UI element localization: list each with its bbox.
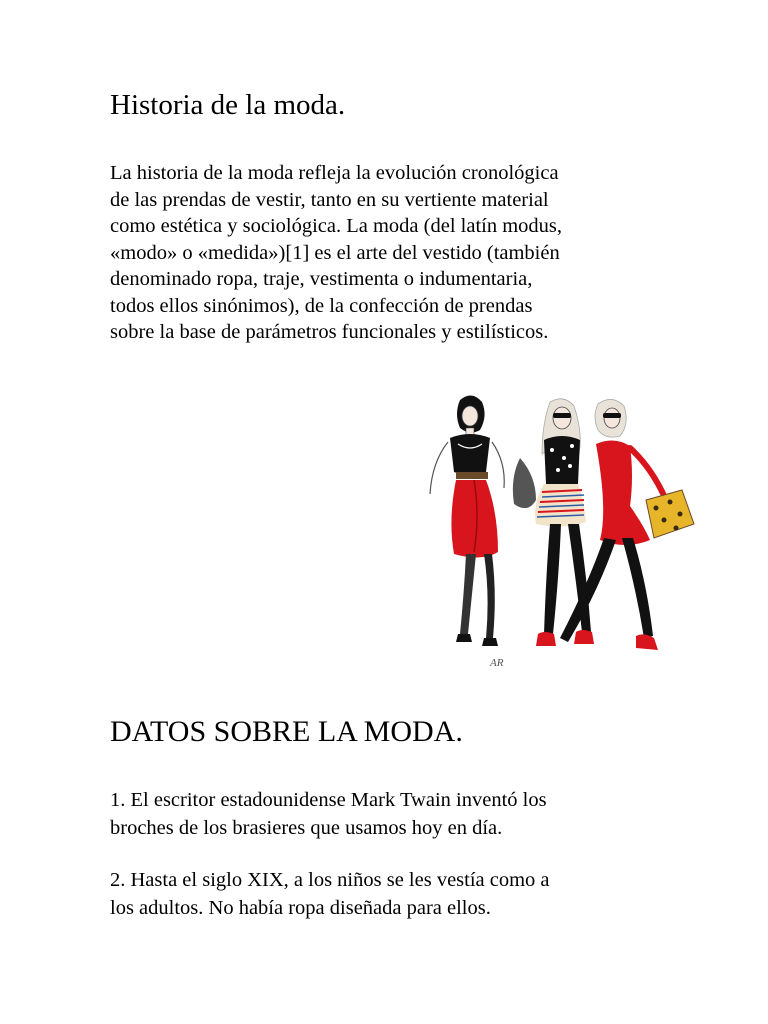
intro-line: como estética y sociológica. La moda (del latín modus, (110, 215, 563, 237)
fact-line: 1. El escritor estadounidense Mark Twain inventó los (110, 789, 547, 811)
page-title: Historia de la moda. (110, 89, 346, 121)
intro-line: «modo» o «medida»)[1] es el arte del vestido (también (110, 241, 560, 264)
intro-paragraph (110, 160, 670, 346)
fashion-illustration (400, 388, 712, 684)
artist-signature: AR (490, 657, 504, 669)
intro-line: sobre la base de parámetros funcionales y estilísticos. (110, 321, 549, 343)
intro-line: La historia de la moda refleja la evolución cronológica (110, 162, 559, 184)
section-title: DATOS SOBRE LA MODA. (110, 715, 463, 748)
intro-line: de las prendas de vestir, tanto en su vertiente material (110, 188, 549, 211)
intro-line: todos ellos sinónimos), de la confección de prendas (110, 294, 533, 317)
fact-line: los adultos. No había ropa diseñada para ellos. (110, 897, 491, 919)
fact-item (110, 786, 547, 842)
figure-red-skirt (430, 395, 504, 646)
fact-item (110, 866, 550, 922)
fact-line: 2. Hasta el siglo XIX, a los niños se les vestía como a (110, 869, 550, 891)
fact-line: broches de los brasieres que usamos hoy en día. (110, 817, 503, 839)
intro-line: denominado ropa, traje, vestimenta o indumentaria, (110, 268, 533, 290)
